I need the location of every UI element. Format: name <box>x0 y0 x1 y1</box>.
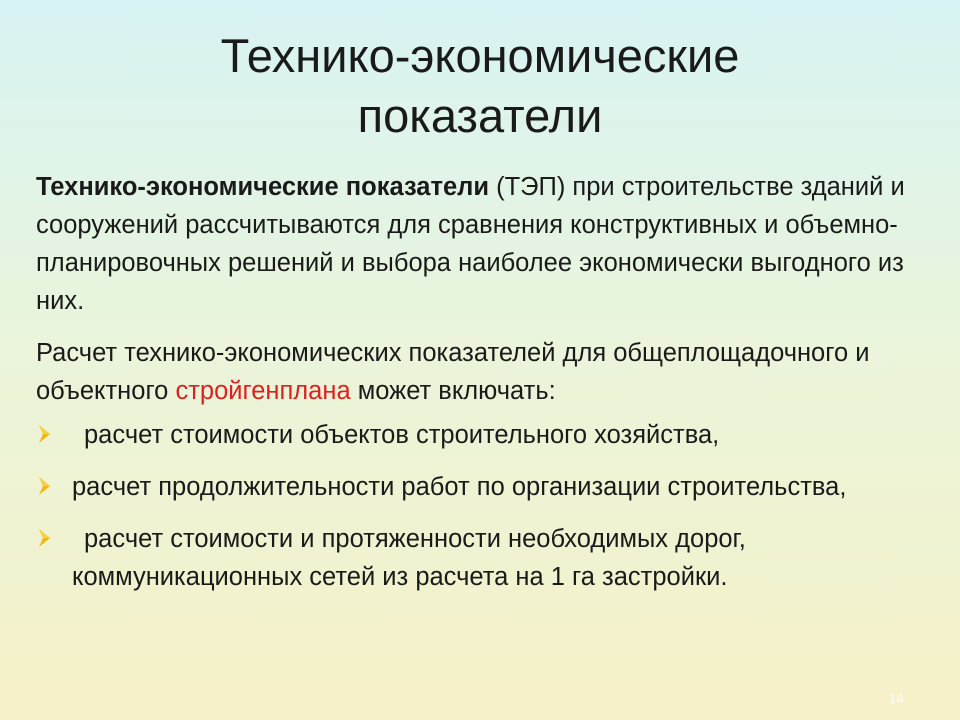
bullet-item-3 <box>36 520 926 596</box>
bullet-list <box>36 416 926 596</box>
slide-body <box>36 168 926 610</box>
arrow-bullet-icon <box>36 471 60 501</box>
bullet-text: расчет продолжительности работ по организации строительства, <box>72 473 847 501</box>
arrow-bullet-icon <box>36 419 60 449</box>
arrow-bullet-icon <box>36 523 60 553</box>
calculation-text-after: может включать: <box>350 377 556 405</box>
bullet-item-2 <box>36 468 926 506</box>
bullet-text: расчет стоимости объектов строительного хозяйства, <box>84 421 720 449</box>
calculation-text-before: Расчет технико-экономических показателей для общеплощадочного и объектного <box>36 339 870 405</box>
bullet-text: расчет стоимости и протяженности необходимых дорог, коммуникационных сетей из расчета на 1 га застройки. <box>72 525 746 591</box>
calculation-paragraph <box>36 334 926 410</box>
highlighted-term: стройгенплана <box>175 377 351 405</box>
slide-number: 14 <box>888 690 904 706</box>
definition-term: Технико-экономические показатели <box>36 173 490 201</box>
slide-title-line-1: Технико-экономические <box>220 29 740 82</box>
slide-title-line-2: показатели <box>357 89 603 142</box>
slide-title <box>0 26 960 146</box>
bullet-item-1 <box>36 416 926 454</box>
definition-text: (ТЭП) при строительстве зданий и сооружений рассчитываются для сравнения конструктивных и объемно-планировочных решений и выбора наиболее экономически выгодного из них. <box>36 173 905 315</box>
definition-paragraph <box>36 168 926 320</box>
